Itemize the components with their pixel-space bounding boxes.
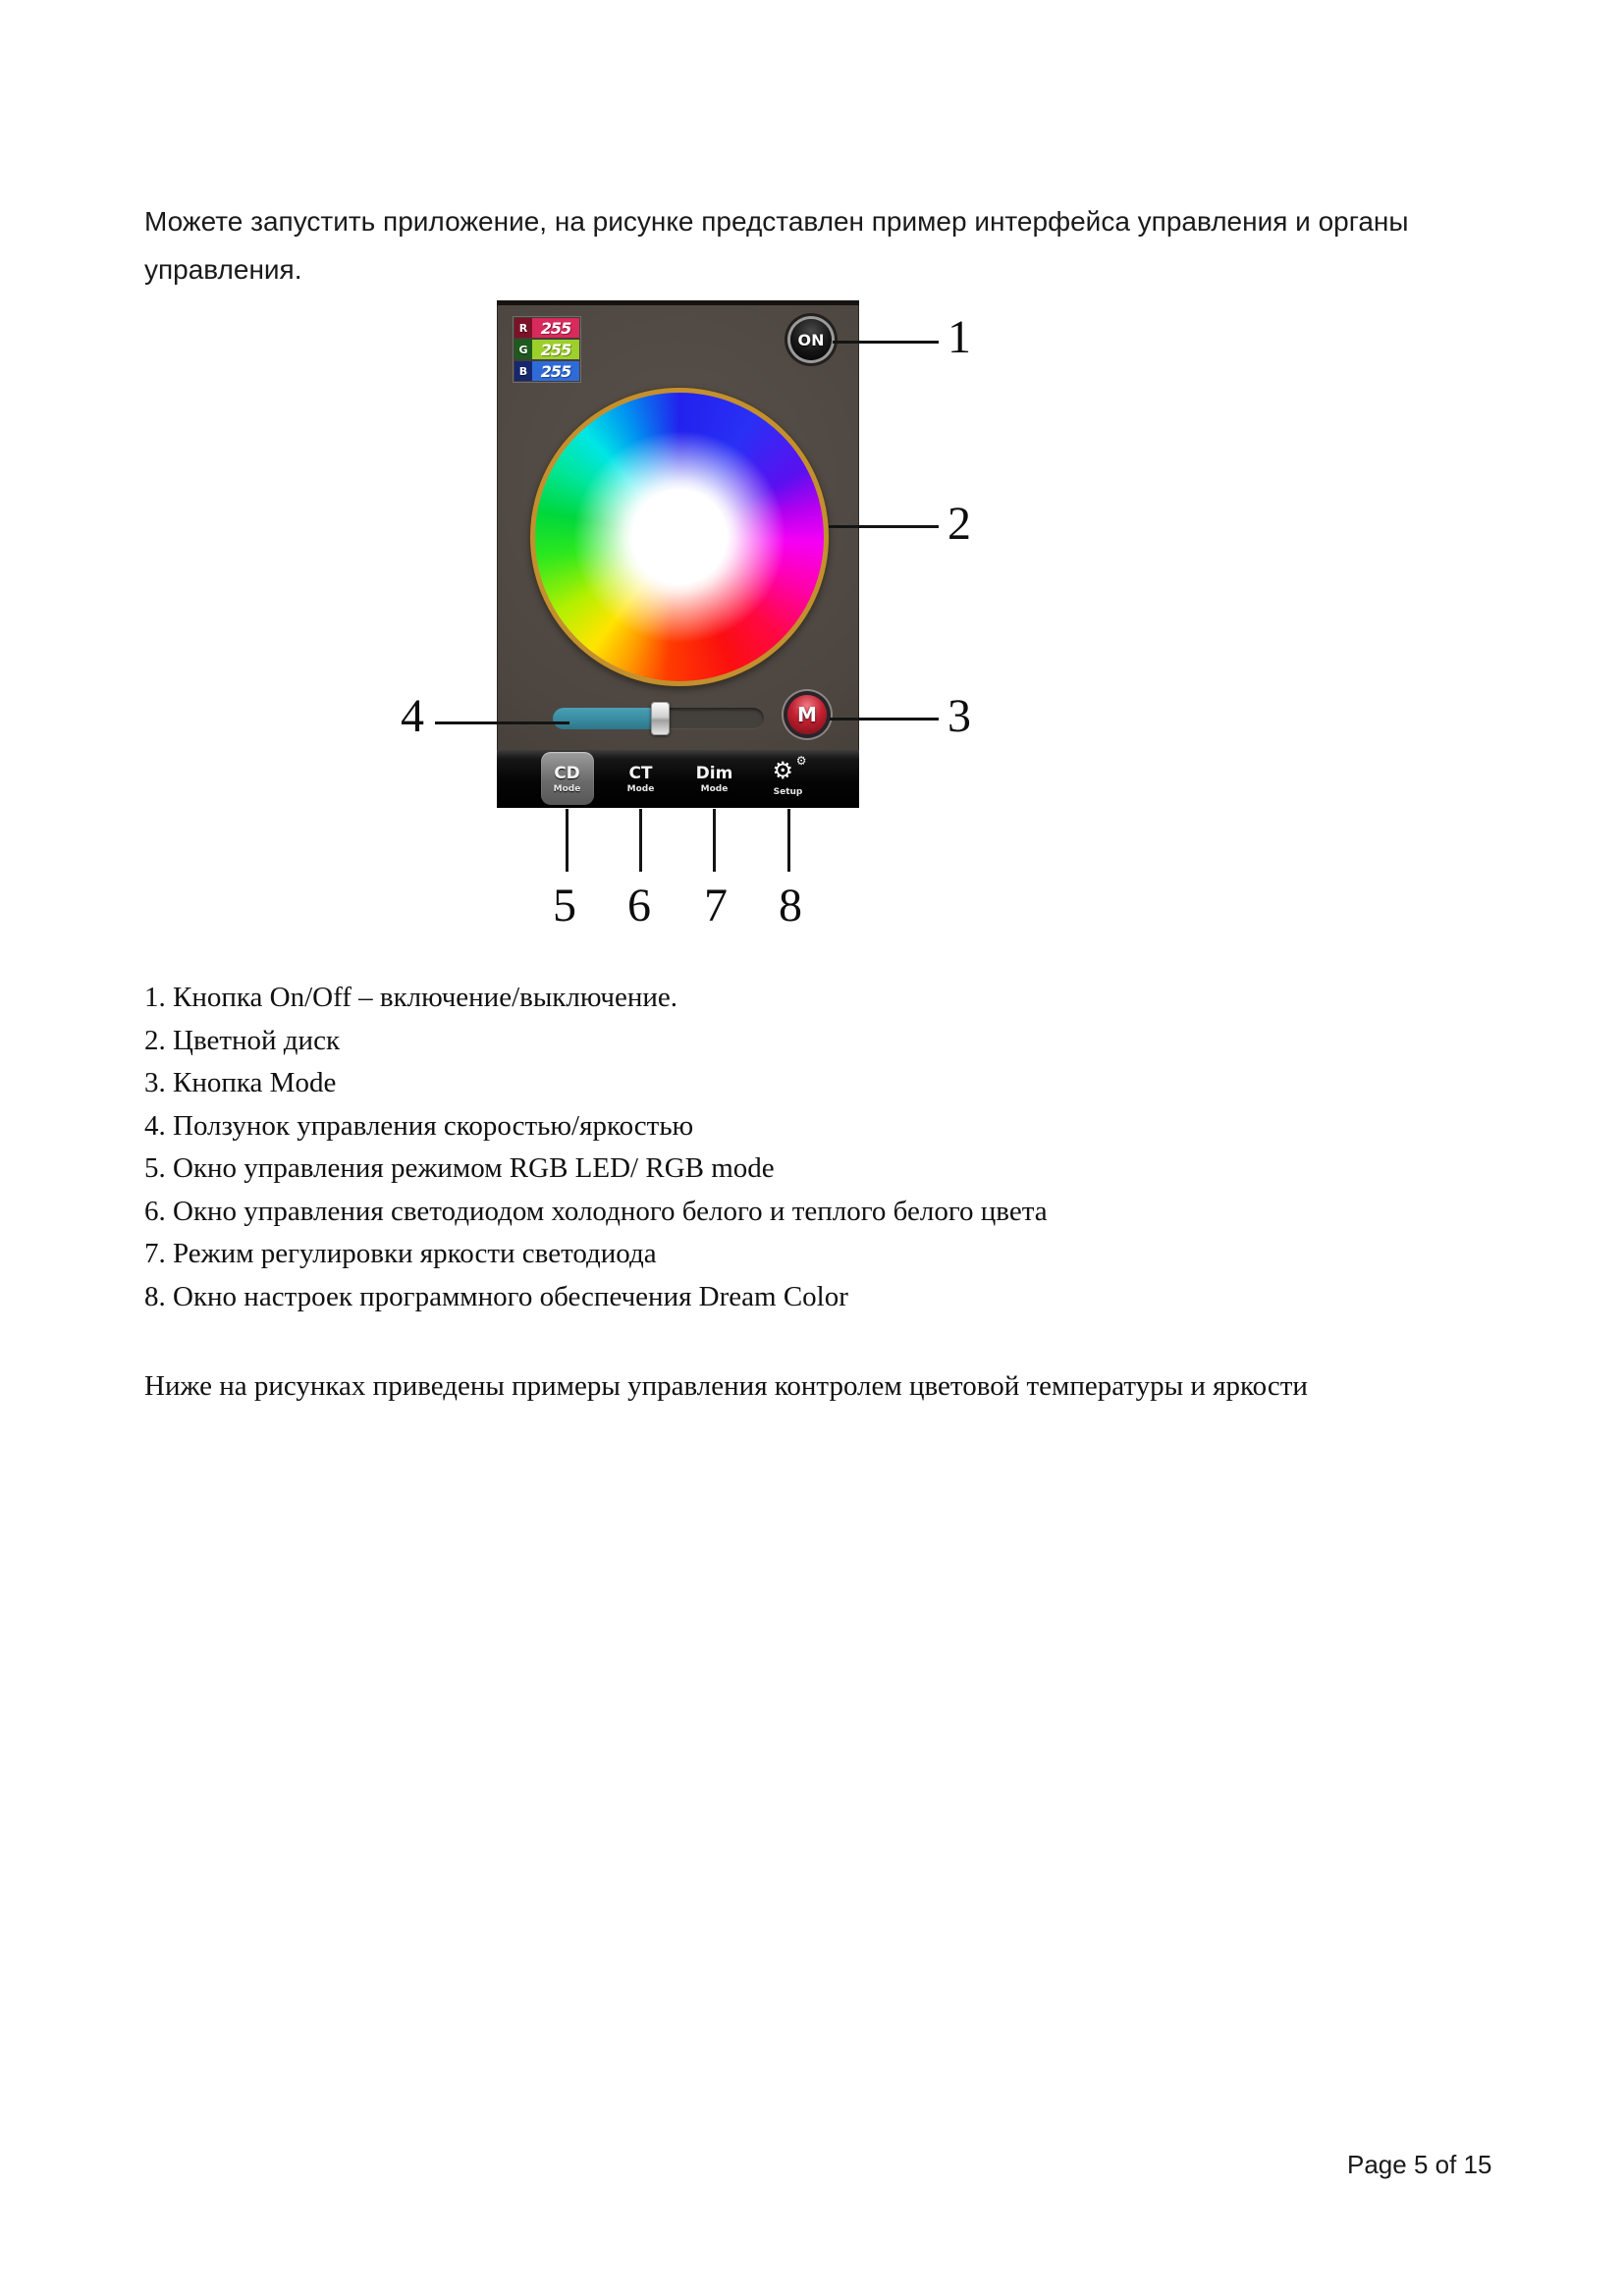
slider-fill — [553, 708, 663, 729]
page-number: Page 5 of 15 — [1347, 2150, 1492, 2179]
tab-row — [530, 750, 825, 808]
note-paragraph: Ниже на рисунках приведены примеры управления контролем цветовой температуры и яркости — [144, 1370, 1308, 1402]
rgb-row-blue — [514, 361, 579, 381]
gear-icon: ⚙ ⚙ — [772, 753, 807, 784]
green-channel-value: 255 — [532, 340, 579, 359]
intro-line-1: Можете запустить приложение, на рисунке представлен пример интерфейса управления и органы — [144, 206, 1409, 237]
on-off-button[interactable] — [790, 319, 832, 360]
green-channel-label: G — [514, 340, 532, 359]
callout-line-6 — [639, 809, 642, 872]
app-status-strip — [497, 300, 859, 305]
callout-number-5: 5 — [553, 880, 576, 932]
intro-paragraph — [144, 197, 1519, 294]
tab-ct-mode[interactable] — [604, 750, 677, 808]
callout-number-4: 4 — [401, 690, 424, 742]
speed-brightness-slider[interactable] — [553, 708, 764, 729]
legend-item-8: 8. Окно настроек программного обеспечения Dream Color — [144, 1280, 848, 1312]
callout-line-4 — [435, 721, 569, 724]
legend-item-2: 2. Цветной диск — [144, 1024, 341, 1056]
blue-channel-label: B — [514, 361, 532, 381]
callout-number-8: 8 — [779, 880, 802, 932]
callout-number-6: 6 — [627, 880, 651, 932]
rgb-value-display — [513, 316, 581, 383]
legend-item-3: 3. Кнопка Mode — [144, 1067, 337, 1098]
app-screenshot-figure — [497, 300, 859, 808]
callout-line-2 — [829, 525, 939, 528]
mode-button[interactable] — [787, 695, 827, 734]
tab-dim-label: Dim — [695, 763, 733, 783]
blue-channel-value: 255 — [532, 361, 579, 381]
callout-line-3 — [830, 718, 939, 721]
tab-ct-sublabel: Mode — [626, 783, 655, 794]
callout-number-1: 1 — [947, 311, 971, 363]
callout-number-3: 3 — [947, 690, 971, 742]
tab-cd-label: CD — [554, 763, 580, 783]
tab-dim-mode[interactable] — [677, 750, 751, 808]
tab-setup-label: Setup — [773, 786, 803, 797]
legend-list — [144, 977, 1421, 1318]
callout-number-7: 7 — [704, 880, 728, 932]
intro-line-2: управления. — [144, 254, 302, 285]
tab-dim-sublabel: Mode — [700, 783, 729, 794]
callout-line-1 — [833, 341, 939, 344]
legend-item-5: 5. Окно управления режимом RGB LED/ RGB mode — [144, 1152, 775, 1184]
callout-line-7 — [713, 809, 716, 872]
gear-small-icon: ⚙ — [795, 753, 807, 768]
callout-number-2: 2 — [947, 498, 971, 550]
tab-cd-mode[interactable] — [530, 750, 604, 808]
callout-line-8 — [787, 809, 790, 872]
mode-button-label: M — [797, 703, 817, 726]
legend-item-6: 6. Окно управления светодиодом холодного белого и теплого белого цвета — [144, 1195, 1048, 1227]
legend-item-1: 1. Кнопка On/Off – включение/выключение. — [144, 982, 678, 1013]
legend-item-7: 7. Режим регулировки яркости светодиода — [144, 1238, 657, 1269]
rgb-row-green — [514, 340, 579, 359]
bottom-tab-bar — [497, 750, 859, 808]
tab-cd-sublabel: Mode — [553, 783, 581, 794]
rgb-row-red — [514, 318, 579, 338]
on-off-button-label: ON — [797, 330, 825, 349]
red-channel-label: R — [514, 318, 532, 338]
legend-item-4: 4. Ползунок управления скоростью/яркостью — [144, 1109, 694, 1142]
callout-line-5 — [566, 809, 568, 872]
tab-ct-label: CT — [628, 763, 653, 783]
color-wheel[interactable] — [530, 388, 829, 686]
red-channel-value: 255 — [532, 318, 579, 338]
slider-handle[interactable] — [651, 702, 670, 735]
tab-setup[interactable] — [751, 750, 825, 808]
